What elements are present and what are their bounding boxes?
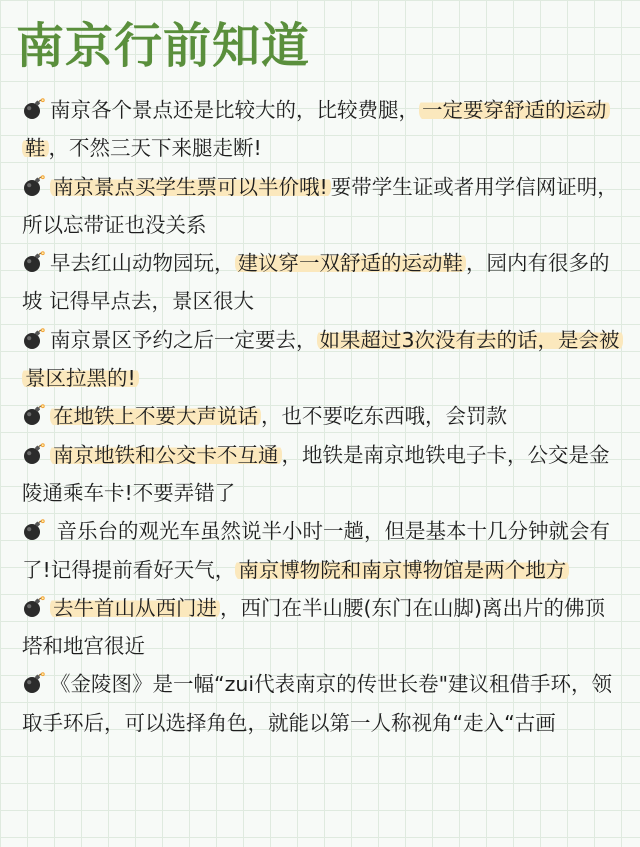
tip-item bbox=[22, 91, 622, 168]
bomb-icon bbox=[22, 325, 46, 349]
bomb-icon bbox=[22, 440, 46, 464]
tip-highlight: 南京地铁和公交卡不互通 bbox=[50, 443, 282, 467]
tip-text: 南京各个景点还是比较大的，比较费腿， bbox=[50, 98, 419, 122]
bomb-icon bbox=[22, 248, 46, 272]
tip-text: ，不然三天下来腿走断! bbox=[48, 136, 262, 161]
tip-highlight: 南京景点买学生票可以半价哦! bbox=[50, 175, 331, 199]
tip-text: 《金陵图》是一幅“zui代表南京的传世长卷"建议租借手环，领取手环后，可以选择角色，就能以第一人称视角“走入“古画 bbox=[22, 672, 612, 735]
bomb-icon bbox=[22, 669, 46, 693]
tip-text: ，西门在半山腰(东门在山脚)离出片的佛顶塔和地宫很近 bbox=[22, 595, 605, 659]
bomb-icon bbox=[22, 593, 46, 617]
tip-highlight: 一定要穿舒适的运动鞋 bbox=[22, 98, 610, 160]
tip-text: ，地铁是南京地铁电子卡，公交是金陵通乘车卡!不要弄错了 bbox=[22, 442, 610, 505]
bomb-icon bbox=[22, 516, 46, 540]
tip-highlight: 如果超过3次没有去的话，是会被景区拉黑的! bbox=[22, 328, 623, 390]
tip-item bbox=[22, 244, 622, 321]
tip-text: 南京景区予约之后一定要去， bbox=[50, 327, 317, 352]
tip-text: 要带学生证或者用学信网证明，所以忘带证也没关系 bbox=[22, 174, 618, 237]
tip-highlight: 南京博物院和南京博物馆是两个地方 bbox=[235, 558, 569, 582]
tip-item bbox=[22, 436, 622, 513]
tip-item bbox=[22, 665, 622, 742]
page-title: 南京行前知道 bbox=[16, 18, 311, 74]
bomb-icon bbox=[22, 401, 46, 425]
bomb-icon bbox=[22, 172, 46, 196]
tip-text: 早去红山动物园玩， bbox=[50, 251, 235, 276]
tip-item bbox=[22, 589, 622, 666]
bomb-icon bbox=[22, 95, 46, 119]
tips-list bbox=[22, 91, 622, 742]
tip-text: ，园内有很多的坡 记得早点去，景区很大 bbox=[22, 251, 610, 314]
tip-item bbox=[22, 397, 622, 435]
tip-highlight: 建议穿一双舒适的运动鞋 bbox=[235, 251, 467, 275]
tip-highlight: 去牛首山从西门进 bbox=[50, 596, 220, 620]
tip-item bbox=[22, 168, 622, 245]
tip-item bbox=[22, 512, 622, 589]
tip-text: 音乐台的观光车虽然说半小时一趟，但是基本十几分钟就会有了!记得提前看好天气， bbox=[22, 519, 611, 582]
tip-item bbox=[22, 321, 622, 398]
tip-highlight: 在地铁上不要大声说话 bbox=[50, 404, 261, 428]
tip-text: ，也不要吃东西哦，会罚款 bbox=[261, 404, 507, 429]
